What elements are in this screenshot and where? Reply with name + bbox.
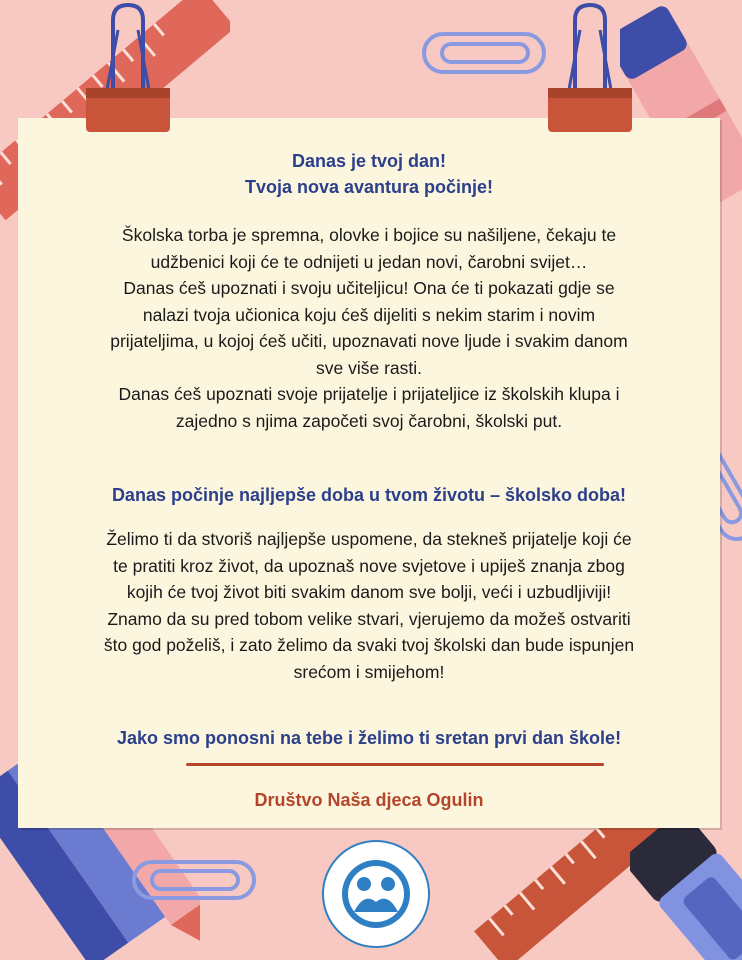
header-line-2: Tvoja nova avantura počinje! [244,177,494,197]
paragraph-1-line: sve više rasti. [316,357,422,378]
paragraph-2-line: Znamo da su pred tobom velike stvari, vjerujemo da možeš ostvariti [107,608,631,629]
paragraph-2 [18,526,720,685]
letter-card [18,118,720,828]
paragraph-1-line: nalazi tvoja učionica koju ćeš dijeliti s nekim starim i novim [142,304,596,325]
paperclip-bottom-icon [130,858,260,904]
highlight-line: Danas počinje najljepše doba u tvom životu – školsko doba! [111,485,627,505]
binder-clip-left-icon [78,0,178,136]
paperclip-top-icon [420,28,550,78]
paragraph-1-line: Danas ćeš upoznati svoje prijatelje i prijateljice iz školskih klupa i [118,384,620,404]
paragraph-1-line: zajedno s njima započeti svoj čarobni, školski put. [175,410,563,431]
header-line-1: Danas je tvoj dan! [291,151,447,171]
paragraph-1-line: udžbenici koji će te odnijeti u jedan novi, čarobni svijet… [150,251,588,272]
signature: Društvo Naša djeca Ogulin [254,790,484,810]
binder-clip-right-icon [540,0,640,136]
paragraph-1-line: prijateljima, u kojoj ćeš učiti, upoznavati nove ljude i svakim danom [110,331,628,351]
paragraph-1 [18,222,720,434]
closing-line: Jako smo ponosni na tebe i želimo ti sretan prvi dan škole! [116,728,622,748]
paragraph-1-line: Školska torba je spremna, olovke i bojice su našiljene, čekaju te [121,225,617,245]
paragraph-2-line: što god poželiš, i zato želimo da svaki tvoj školski dan bude ispunjen [103,635,635,655]
organization-logo-icon [322,840,430,948]
paragraph-2-line: Želimo ti da stvoriš najljepše uspomene, da stekneš prijatelje koji će [106,529,632,549]
divider-line [186,763,604,766]
paragraph-1-line: Danas ćeš upoznati i svoju učiteljicu! Ona će ti pokazati gdje se [123,278,615,298]
paragraph-2-line: kojih će tvoj život biti svakim danom sve bolji, veći i uzbudljiviji! [126,582,612,602]
paragraph-2-line: te pratiti kroz život, da upoznaš nove svjetove i upiješ znanja zbog [113,555,625,576]
paragraph-2-line: srećom i smijehom! [293,661,445,682]
